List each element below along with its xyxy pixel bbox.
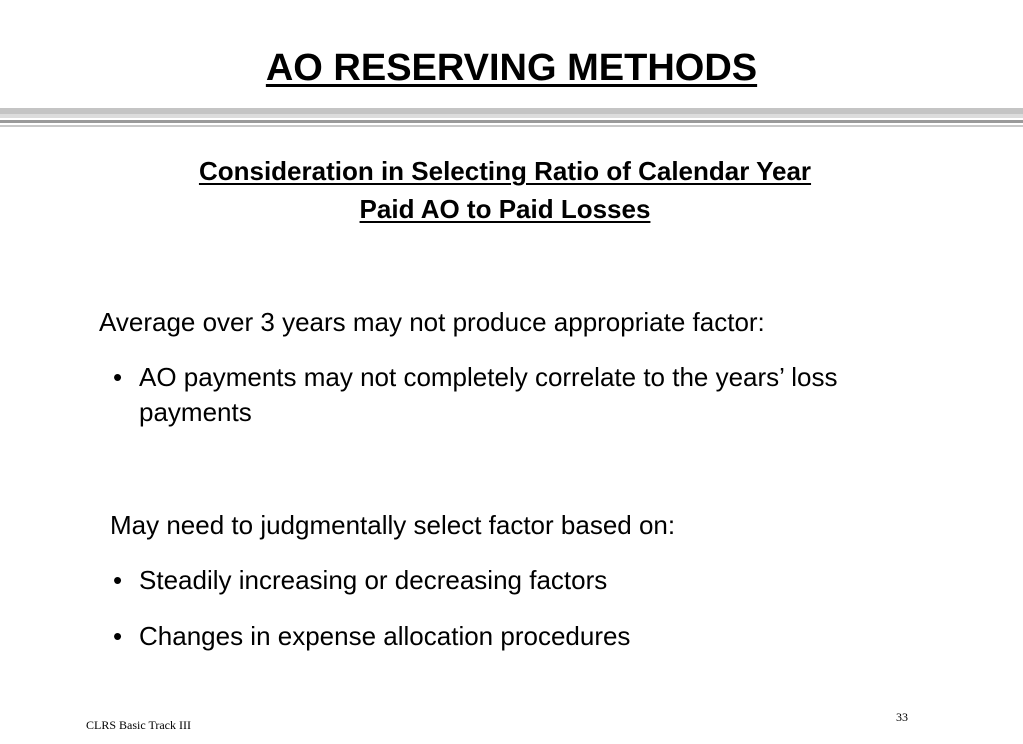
- bullet-text: Steadily increasing or decreasing factors: [139, 565, 608, 595]
- subtitle-line-2: Paid AO to Paid Losses: [359, 194, 651, 224]
- header-divider-band: [0, 114, 1023, 118]
- bullet-text: AO payments may not completely correlate to the years’ loss payments: [139, 362, 838, 427]
- slide-subtitle: [0, 152, 1010, 228]
- header-divider-line: [0, 120, 1023, 123]
- section-1-intro: Average over 3 years may not produce appropriate factor:: [99, 307, 765, 337]
- bullet-marker: •: [113, 565, 123, 595]
- slide-title: AO RESERVING METHODS: [265, 47, 758, 89]
- footer-course-name: CLRS Basic Track III: [86, 718, 191, 732]
- bullet-marker: •: [113, 621, 123, 651]
- header-divider-thin-line: [0, 125, 1023, 127]
- section-2-intro: May need to judgmentally select factor based on:: [110, 510, 676, 540]
- list-item: [113, 563, 913, 598]
- bullet-text: Changes in expense allocation procedures: [139, 621, 631, 651]
- list-item: [113, 619, 913, 654]
- bullet-marker: •: [113, 362, 123, 392]
- subtitle-line-1: Consideration in Selecting Ratio of Calendar Year: [198, 156, 812, 186]
- footer-page-number: 33: [896, 710, 908, 724]
- list-item: [113, 360, 913, 430]
